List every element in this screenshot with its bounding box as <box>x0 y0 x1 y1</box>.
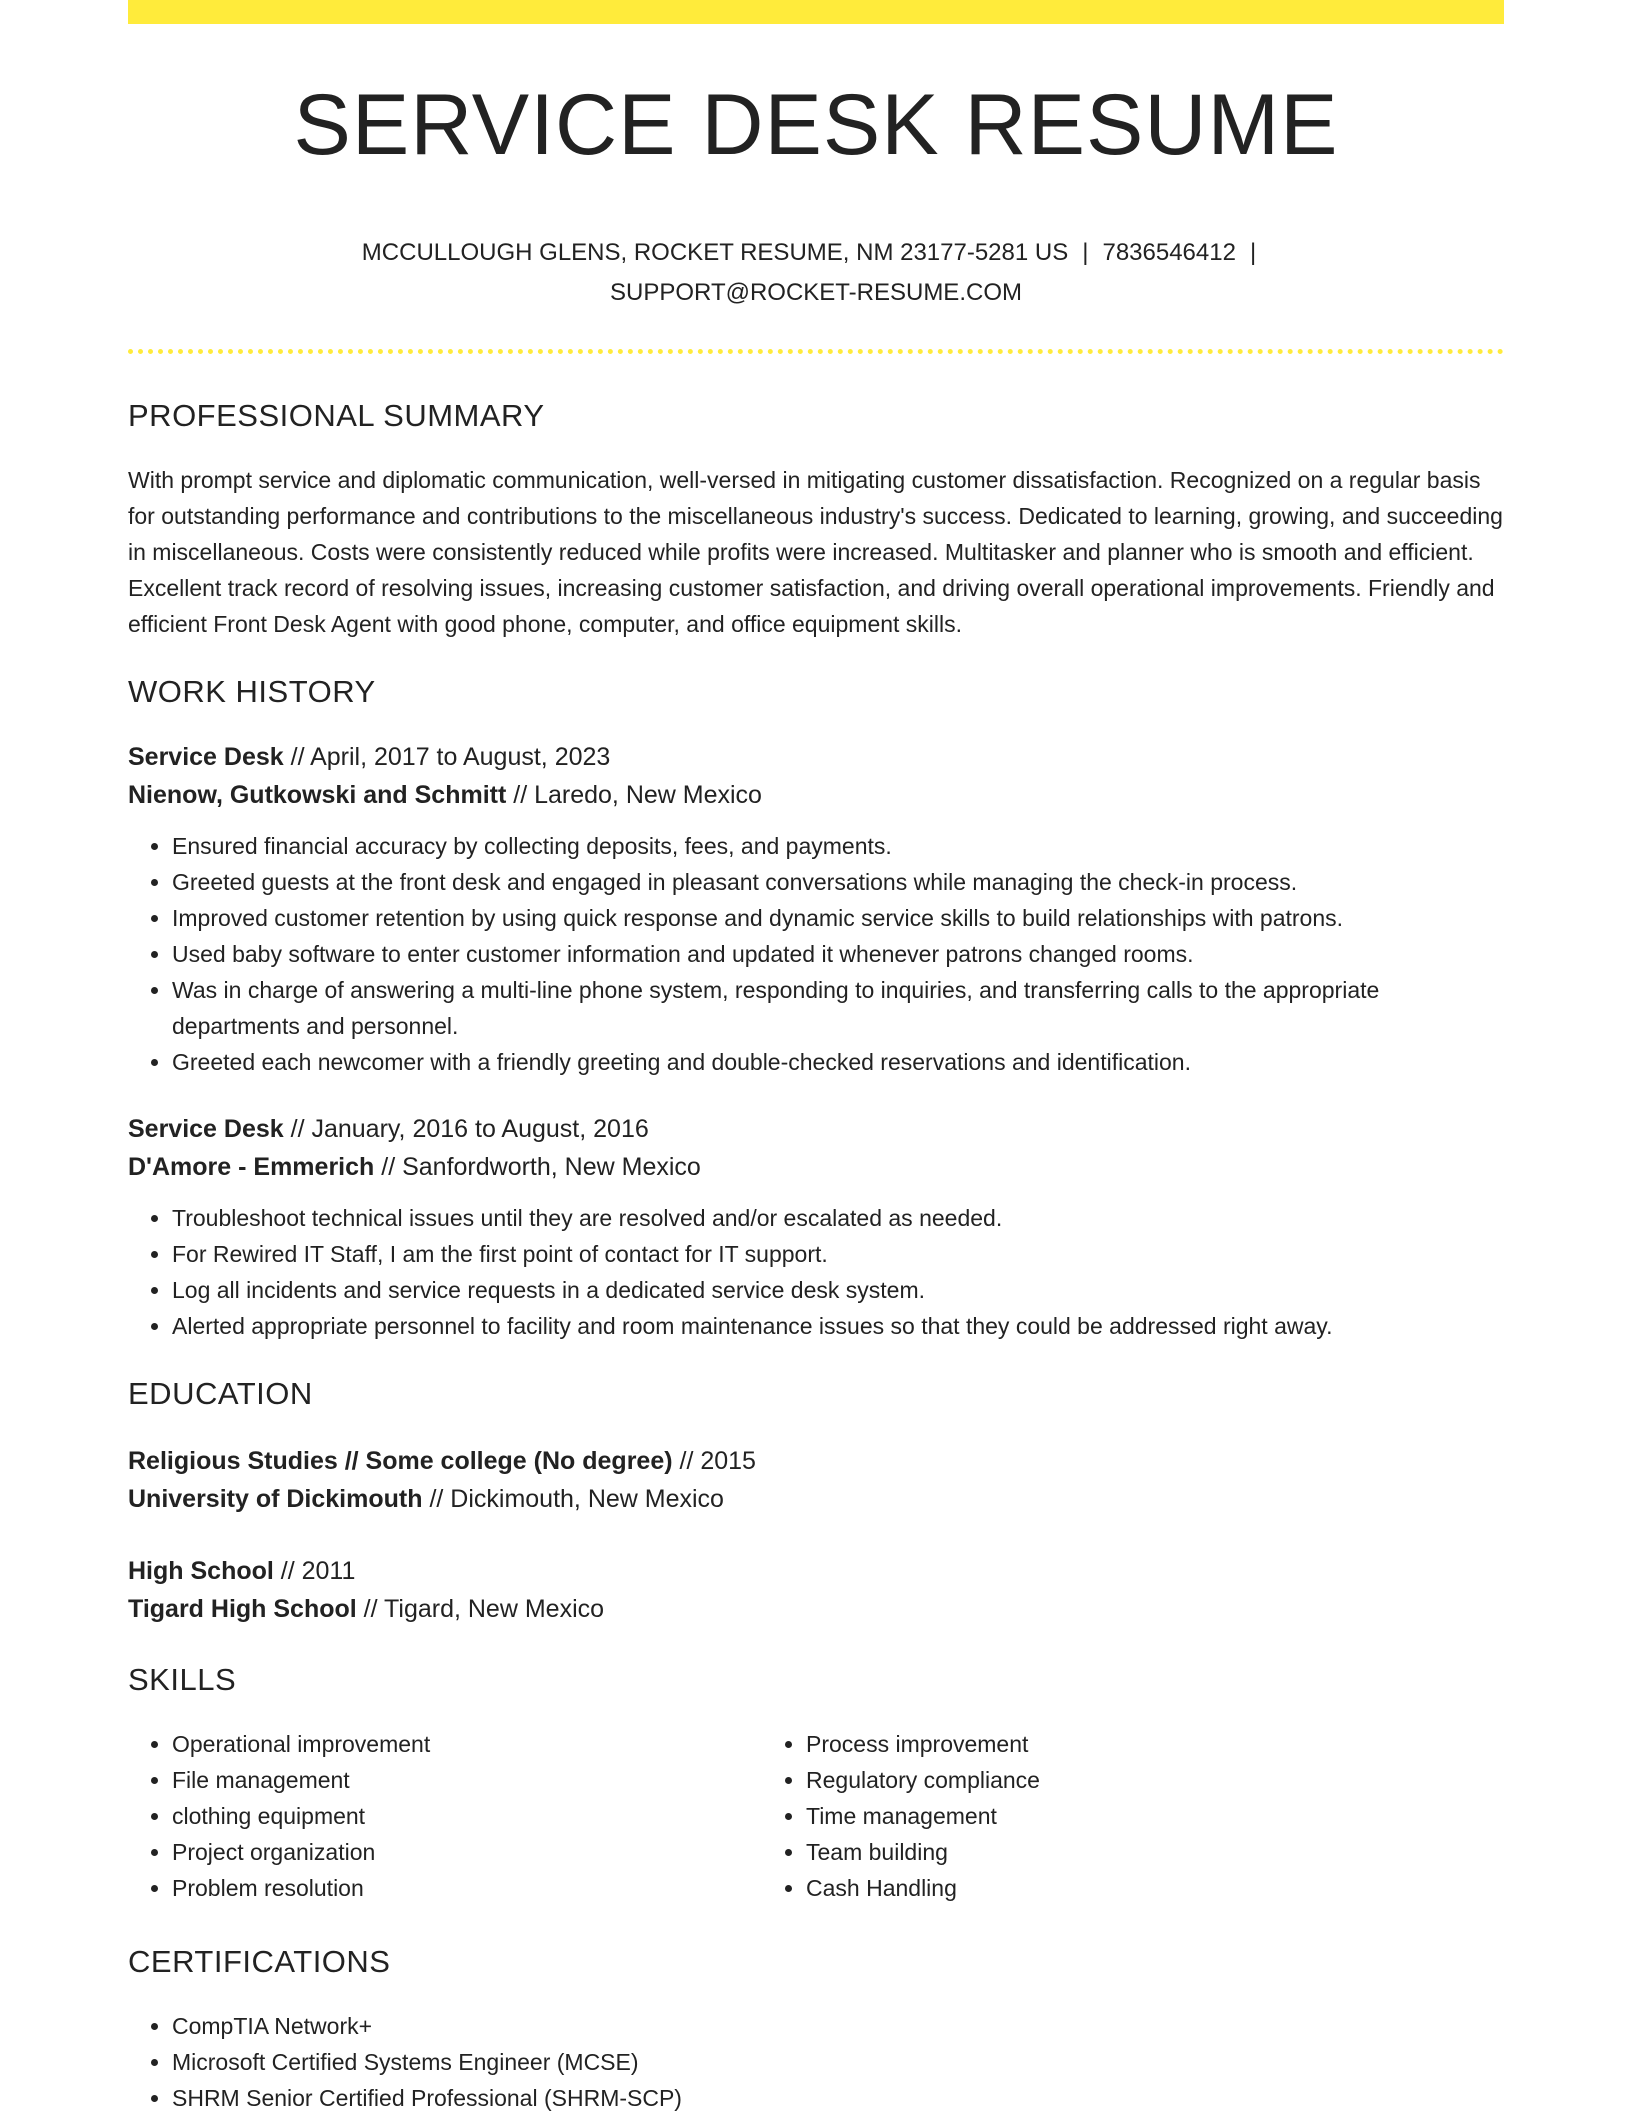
job-dates: // January, 2016 to August, 2016 <box>283 1115 649 1144</box>
address: MCCULLOUGH GLENS, ROCKET RESUME, NM 23177-5281 US <box>361 239 1069 267</box>
contact-info <box>128 233 1504 313</box>
separator: | <box>1249 239 1257 267</box>
list-item: • Improved customer retention by using quick response and dynamic service skills to build relationships with patrons. <box>172 900 1504 936</box>
certification-item: • CompTIA Network+ <box>172 2008 1504 2044</box>
phone: 7836546412 <box>1102 239 1236 267</box>
job-entry <box>128 738 1504 1080</box>
skill-item: • Process improvement <box>806 1726 1396 1762</box>
skill-item: • Operational improvement <box>172 1726 762 1762</box>
email: SUPPORT@ROCKET-RESUME.COM <box>610 279 1022 307</box>
education-year: // 2015 <box>672 1447 756 1476</box>
education-degree-line <box>128 1442 1504 1480</box>
skill-item: • Project organization <box>172 1834 762 1870</box>
list-item: • Greeted guests at the front desk and engaged in pleasant conversations while managing the check-in process. <box>172 864 1504 900</box>
certification-item: • SHRM Senior Certified Professional (SHRM-SCP) <box>172 2080 1504 2116</box>
list-item: • For Rewired IT Staff, I am the first point of contact for IT support. <box>172 1236 1504 1272</box>
list-item: • Alerted appropriate personnel to facility and room maintenance issues so that they could be addressed right away. <box>172 1308 1504 1344</box>
skills-column-left <box>128 1726 762 1906</box>
certification-item: • Microsoft Certified Systems Engineer (MCSE) <box>172 2044 1504 2080</box>
resume-page <box>128 0 1504 2116</box>
list-item: • Was in charge of answering a multi-line phone system, responding to inquiries, and transferring calls to the appropriate departments and personnel. <box>172 972 1504 1044</box>
section-title-certifications: CERTIFICATIONS <box>128 1944 391 1980</box>
skill-item: • Team building <box>806 1834 1396 1870</box>
job-role: Service Desk <box>128 1115 284 1144</box>
education-school-line <box>128 1590 1504 1628</box>
skill-item: • Time management <box>806 1798 1396 1834</box>
education-year: // 2011 <box>273 1557 356 1586</box>
education-location: // Dickimouth, New Mexico <box>422 1485 724 1514</box>
job-company: Nienow, Gutkowski and Schmitt <box>128 781 507 810</box>
job-bullets <box>128 1200 1504 1344</box>
resume-title: SERVICE DESK RESUME <box>293 77 1339 173</box>
skill-item: • Problem resolution <box>172 1870 762 1906</box>
certifications-list <box>128 2008 1504 2116</box>
list-item: • Used baby software to enter customer information and updated it whenever patrons changed rooms. <box>172 936 1504 972</box>
skills-grid <box>128 1726 1504 1906</box>
job-role: Service Desk <box>128 743 284 772</box>
education-school-line <box>128 1480 1504 1518</box>
education-school: Tigard High School <box>128 1595 357 1624</box>
job-location: // Laredo, New Mexico <box>506 781 762 810</box>
section-title-summary: PROFESSIONAL SUMMARY <box>128 398 545 434</box>
education-degree: Religious Studies // Some college (No degree) <box>128 1447 673 1476</box>
education-degree: High School <box>128 1557 274 1586</box>
section-title-skills: SKILLS <box>128 1662 237 1698</box>
accent-bar <box>128 0 1504 24</box>
list-item: • Troubleshoot technical issues until they are resolved and/or escalated as needed. <box>172 1200 1504 1236</box>
skill-item: • clothing equipment <box>172 1798 762 1834</box>
job-company-line <box>128 1148 1504 1186</box>
list-item: • Log all incidents and service requests in a dedicated service desk system. <box>172 1272 1504 1308</box>
education-school: University of Dickimouth <box>128 1485 423 1514</box>
section-title-work-history: WORK HISTORY <box>128 674 376 710</box>
education-location: // Tigard, New Mexico <box>356 1595 605 1624</box>
skill-item: • Cash Handling <box>806 1870 1396 1906</box>
skills-column-right <box>762 1726 1396 1906</box>
summary-text: With prompt service and diplomatic communication, well-versed in mitigating customer dissatisfaction. Recognized on a regular basis for outstanding performance and contributions to the miscellaneous industry's success. Dedicated to learning, growing, and succeeding in miscellaneous. Costs were consistently reduced while profits were increased. Multitasker and planner who is smooth and efficient. Excellent track record of resolving issues, increasing customer satisfaction, and driving overall operational improvements. Friendly and efficient Front Desk Agent with good phone, computer, and office equipment skills. <box>128 467 1503 638</box>
job-bullets <box>128 828 1504 1080</box>
job-role-line <box>128 738 1504 776</box>
skill-item: • File management <box>172 1762 762 1798</box>
education-entry <box>128 1442 1504 1518</box>
separator: | <box>1082 239 1089 267</box>
job-dates: // April, 2017 to August, 2023 <box>283 743 611 772</box>
job-entry <box>128 1110 1504 1344</box>
education-entry <box>128 1552 1504 1628</box>
job-location: // Sanfordworth, New Mexico <box>374 1153 701 1182</box>
list-item: • Greeted each newcomer with a friendly greeting and double-checked reservations and identification. <box>172 1044 1504 1080</box>
skill-item: • Regulatory compliance <box>806 1762 1396 1798</box>
education-degree-line <box>128 1552 1504 1590</box>
job-company: D'Amore - Emmerich <box>128 1153 375 1182</box>
job-role-line <box>128 1110 1504 1148</box>
job-company-line <box>128 776 1504 814</box>
section-title-education: EDUCATION <box>128 1376 313 1412</box>
list-item: • Ensured financial accuracy by collecting deposits, fees, and payments. <box>172 828 1504 864</box>
dotted-divider <box>128 349 1504 354</box>
